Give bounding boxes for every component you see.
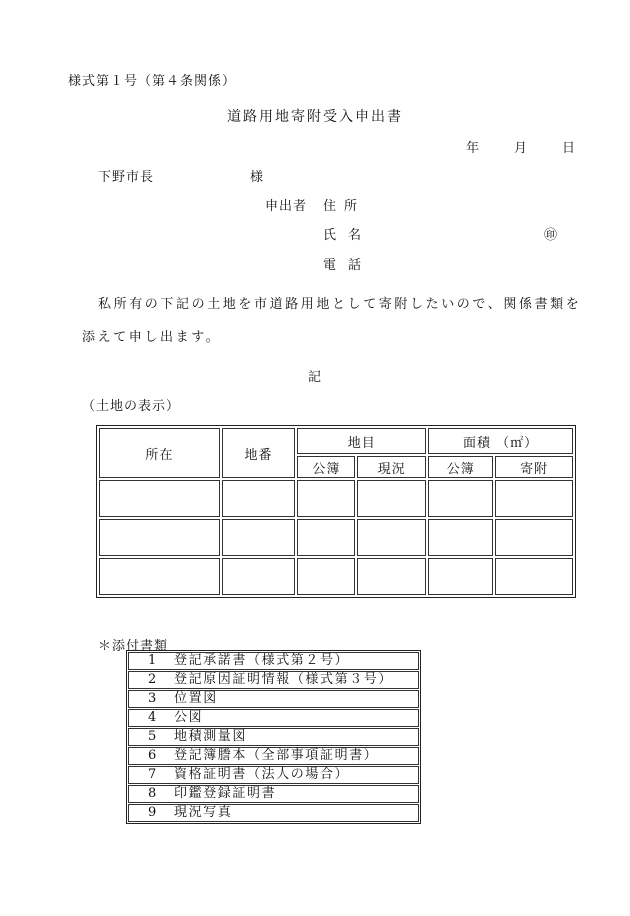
item-number: 7	[148, 767, 158, 782]
attachments-list	[126, 650, 421, 824]
table-cell[interactable]	[357, 480, 426, 517]
attachments-caption: ＊添付書類	[98, 639, 169, 654]
item-label: 印鑑登録証明書	[174, 786, 277, 801]
form-number: 様式第１号（第４条関係）	[68, 74, 237, 89]
table-cell[interactable]	[297, 480, 355, 517]
table-cell[interactable]	[99, 480, 220, 517]
land-table-caption: （土地の表示）	[82, 399, 181, 414]
recipient-name: 下野市長	[98, 170, 155, 185]
seal-mark: ㊞	[544, 228, 559, 243]
item-label: 登記原因証明情報（様式第３号）	[174, 672, 394, 687]
table-cell[interactable]	[357, 519, 426, 556]
table-cell[interactable]	[222, 519, 296, 556]
table-cell[interactable]	[495, 519, 573, 556]
table-row	[99, 558, 573, 595]
list-item	[128, 690, 419, 708]
item-number: 9	[148, 805, 158, 820]
list-item	[128, 709, 419, 727]
table-cell[interactable]	[428, 480, 493, 517]
date-year-label: 年	[466, 141, 481, 156]
list-item	[128, 785, 419, 803]
item-number: 3	[148, 691, 158, 706]
date-line	[466, 137, 576, 156]
item-number: 2	[148, 672, 158, 687]
land-table	[96, 425, 576, 598]
table-cell[interactable]	[297, 519, 355, 556]
table-cell[interactable]	[222, 480, 296, 517]
table-cell[interactable]	[357, 558, 426, 595]
list-item	[128, 804, 419, 822]
item-number: 5	[148, 729, 158, 744]
subheader-category-registry: 公簿	[297, 456, 355, 478]
name-label: 氏名	[323, 228, 374, 243]
table-cell[interactable]	[428, 558, 493, 595]
item-number: 8	[148, 786, 158, 801]
table-cell[interactable]	[428, 519, 493, 556]
ki-label: 記	[307, 370, 322, 385]
item-number: 6	[148, 748, 158, 763]
applicant-label: 申出者	[265, 199, 308, 214]
document-title: 道路用地寄附受入申出書	[227, 109, 403, 125]
body-text-line-2: 添えて申し出ます。	[82, 330, 222, 345]
list-item	[128, 766, 419, 784]
table-cell[interactable]	[297, 558, 355, 595]
subheader-category-current: 現況	[357, 456, 426, 478]
table-cell[interactable]	[495, 558, 573, 595]
header-area: 面積 （㎡）	[428, 428, 573, 454]
header-land-category: 地目	[297, 428, 426, 454]
table-cell[interactable]	[99, 558, 220, 595]
item-label: 登記承諾書（様式第２号）	[174, 653, 350, 668]
header-lot-number: 地番	[222, 428, 296, 478]
list-item	[128, 747, 419, 765]
list-item	[128, 728, 419, 746]
table-row	[99, 519, 573, 556]
item-label: 登記簿謄本（全部事項証明書）	[174, 748, 379, 763]
date-month-label: 月	[514, 141, 529, 156]
list-item	[128, 671, 419, 689]
item-label: 資格証明書（法人の場合）	[174, 767, 350, 782]
item-label: 現況写真	[174, 805, 233, 820]
recipient-honorific: 様	[250, 170, 265, 185]
item-label: 地積測量図	[174, 729, 248, 744]
phone-label: 電話	[323, 258, 374, 273]
subheader-area-donation: 寄附	[495, 456, 573, 478]
table-cell[interactable]	[222, 558, 296, 595]
header-location: 所在	[99, 428, 220, 478]
item-number: 1	[148, 653, 158, 668]
subheader-area-registry: 公簿	[428, 456, 493, 478]
table-cell[interactable]	[495, 480, 573, 517]
table-row	[99, 480, 573, 517]
item-label: 公図	[174, 710, 204, 725]
body-text-line-1: 私所有の下記の土地を市道路用地として寄附したいので、関係書類を	[98, 297, 582, 312]
item-label: 位置図	[174, 691, 218, 706]
address-label: 住所	[323, 199, 366, 214]
item-number: 4	[148, 710, 158, 725]
table-cell[interactable]	[99, 519, 220, 556]
list-item	[128, 652, 419, 670]
date-day-label: 日	[562, 141, 577, 156]
